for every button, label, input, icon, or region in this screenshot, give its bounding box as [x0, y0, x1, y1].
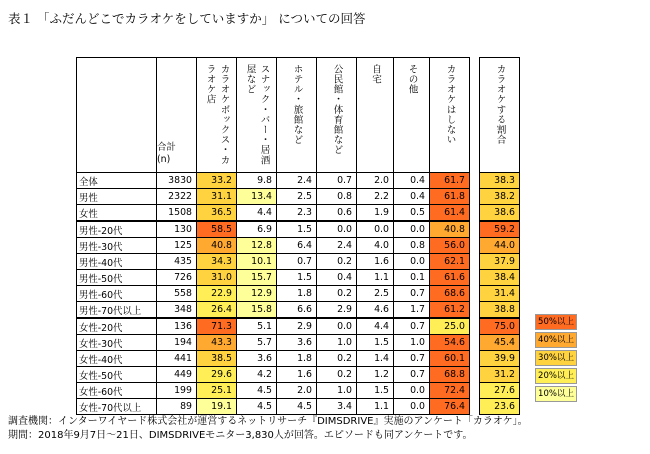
table-body [77, 173, 520, 415]
row-label: 男性-40代 [77, 254, 157, 270]
col-header [237, 58, 277, 173]
value-cell: 4.0 [357, 238, 394, 254]
row-label: 男性-60代 [77, 286, 157, 302]
table-row [77, 173, 520, 189]
value-cell: 4.4 [237, 205, 277, 222]
column-gap [470, 254, 480, 270]
value-cell: 0.0 [394, 221, 430, 238]
value-cell: 2.0 [357, 173, 394, 189]
value-cell: 33.2 [197, 173, 237, 189]
value-cell: 4.5 [237, 399, 277, 415]
value-cell: 1.5 [277, 270, 317, 286]
value-cell: 1.5 [357, 335, 394, 351]
value-cell: 31.0 [197, 270, 237, 286]
value-cell: 4.5 [277, 399, 317, 415]
col-header-label: 公民館・体育館など [331, 64, 343, 155]
value-cell: 3.6 [237, 351, 277, 367]
value-cell: 0.0 [317, 318, 357, 335]
table-row [77, 335, 520, 351]
row-label: 女性-70代以上 [77, 399, 157, 415]
value-cell: 1.8 [277, 286, 317, 302]
ratio-cell: 38.2 [480, 189, 520, 205]
value-cell: 13.4 [237, 189, 277, 205]
row-label: 男性-30代 [77, 238, 157, 254]
ratio-cell: 31.2 [480, 367, 520, 383]
count-cell: 89 [157, 399, 197, 415]
value-cell: 10.1 [237, 254, 277, 270]
ratio-cell: 44.0 [480, 238, 520, 254]
value-cell: 26.4 [197, 302, 237, 319]
value-cell: 72.4 [430, 383, 470, 399]
column-gap [470, 399, 480, 415]
ratio-cell: 75.0 [480, 318, 520, 335]
corner-cell [77, 58, 157, 173]
value-cell: 5.7 [237, 335, 277, 351]
column-gap [470, 221, 480, 238]
value-cell: 1.6 [357, 254, 394, 270]
ratio-cell: 59.2 [480, 221, 520, 238]
value-cell: 5.1 [237, 318, 277, 335]
table-row [77, 189, 520, 205]
value-cell: 2.9 [277, 318, 317, 335]
value-cell: 0.0 [394, 254, 430, 270]
value-cell: 1.7 [394, 302, 430, 319]
value-cell: 12.8 [237, 238, 277, 254]
value-cell: 68.6 [430, 286, 470, 302]
value-cell: 0.7 [317, 173, 357, 189]
value-cell: 4.4 [357, 318, 394, 335]
table-row [77, 205, 520, 222]
ratio-cell: 31.4 [480, 286, 520, 302]
count-cell: 558 [157, 286, 197, 302]
value-cell: 2.4 [317, 238, 357, 254]
table-title: 表１ 「ふだんどこでカラオケをしていますか」 についての回答 [8, 11, 366, 26]
count-cell: 130 [157, 221, 197, 238]
value-cell: 0.5 [394, 205, 430, 222]
color-legend [535, 314, 577, 404]
value-cell: 34.3 [197, 254, 237, 270]
value-cell: 22.9 [197, 286, 237, 302]
results-table [76, 57, 520, 415]
col-header-label: カラオケはしない [444, 64, 456, 145]
value-cell: 61.6 [430, 270, 470, 286]
value-cell: 0.7 [277, 254, 317, 270]
value-cell: 4.5 [237, 383, 277, 399]
ratio-cell: 38.8 [480, 302, 520, 319]
value-cell: 36.5 [197, 205, 237, 222]
value-cell: 38.5 [197, 351, 237, 367]
value-cell: 2.3 [277, 205, 317, 222]
col-header-label: その他 [406, 64, 418, 95]
value-cell: 1.0 [317, 383, 357, 399]
column-gap [470, 367, 480, 383]
col-header [357, 58, 394, 173]
value-cell: 62.1 [430, 254, 470, 270]
value-cell: 25.1 [197, 383, 237, 399]
value-cell: 2.4 [277, 173, 317, 189]
value-cell: 0.8 [317, 189, 357, 205]
value-cell: 68.8 [430, 367, 470, 383]
ratio-cell: 38.4 [480, 270, 520, 286]
ratio-header-label: カラオケする割合 [494, 64, 506, 145]
value-cell: 61.4 [430, 205, 470, 222]
col-header [430, 58, 470, 173]
value-cell: 0.7 [394, 286, 430, 302]
column-gap [470, 205, 480, 222]
value-cell: 0.2 [317, 351, 357, 367]
table-row [77, 302, 520, 319]
value-cell: 12.9 [237, 286, 277, 302]
column-gap [470, 302, 480, 319]
ratio-header [480, 58, 520, 173]
legend-item: 50%以上 [535, 314, 577, 330]
header-row [77, 58, 520, 173]
value-cell: 1.9 [357, 205, 394, 222]
row-label: 女性-30代 [77, 335, 157, 351]
value-cell: 6.4 [277, 238, 317, 254]
value-cell: 19.1 [197, 399, 237, 415]
column-gap [470, 383, 480, 399]
value-cell: 0.2 [317, 254, 357, 270]
table-row [77, 254, 520, 270]
value-cell: 1.0 [394, 335, 430, 351]
col-header-label: 自宅 [370, 64, 381, 85]
table-row [77, 383, 520, 399]
value-cell: 2.0 [277, 383, 317, 399]
value-cell: 3.4 [317, 399, 357, 415]
col-header [394, 58, 430, 173]
value-cell: 2.2 [357, 189, 394, 205]
value-cell: 0.4 [394, 173, 430, 189]
col-header [197, 58, 237, 173]
table-row [77, 351, 520, 367]
value-cell: 0.2 [317, 286, 357, 302]
row-label: 全体 [77, 173, 157, 189]
ratio-cell: 23.6 [480, 399, 520, 415]
legend-item: 40%以上 [535, 332, 577, 348]
total-header [157, 58, 197, 173]
ratio-cell: 38.3 [480, 173, 520, 189]
value-cell: 1.5 [357, 383, 394, 399]
column-gap [470, 335, 480, 351]
value-cell: 0.0 [394, 399, 430, 415]
value-cell: 4.2 [237, 367, 277, 383]
table-row [77, 318, 520, 335]
value-cell: 29.6 [197, 367, 237, 383]
value-cell: 0.7 [394, 367, 430, 383]
row-label: 男性 [77, 189, 157, 205]
value-cell: 0.4 [394, 189, 430, 205]
value-cell: 1.0 [317, 335, 357, 351]
row-label: 女性-50代 [77, 367, 157, 383]
footer-period: 期間：2018年9月7日～21日、DIMSDRIVEモニター3,830人が回答。エピソードも同アンケートです。 [8, 430, 473, 441]
value-cell: 0.6 [317, 205, 357, 222]
value-cell: 76.4 [430, 399, 470, 415]
value-cell: 0.0 [317, 221, 357, 238]
value-cell: 0.2 [317, 367, 357, 383]
value-cell: 1.4 [357, 351, 394, 367]
value-cell: 40.8 [430, 221, 470, 238]
column-gap [470, 351, 480, 367]
row-label: 女性-60代 [77, 383, 157, 399]
row-label: 女性 [77, 205, 157, 222]
value-cell: 15.7 [237, 270, 277, 286]
column-gap [470, 189, 480, 205]
footer-notes [8, 415, 528, 443]
value-cell: 43.3 [197, 335, 237, 351]
value-cell: 6.6 [277, 302, 317, 319]
value-cell: 4.6 [357, 302, 394, 319]
value-cell: 3.6 [277, 335, 317, 351]
count-cell: 726 [157, 270, 197, 286]
value-cell: 1.1 [357, 270, 394, 286]
column-gap [470, 58, 480, 173]
count-cell: 348 [157, 302, 197, 319]
count-cell: 136 [157, 318, 197, 335]
value-cell: 1.2 [357, 367, 394, 383]
legend-item: 10%以上 [535, 386, 577, 402]
count-cell: 1508 [157, 205, 197, 222]
table-row [77, 221, 520, 238]
column-gap [470, 286, 480, 302]
col-header-label: スナック・バー・居酒屋など [244, 64, 270, 165]
value-cell: 0.0 [357, 221, 394, 238]
value-cell: 56.0 [430, 238, 470, 254]
row-label: 女性-20代 [77, 318, 157, 335]
value-cell: 1.8 [277, 351, 317, 367]
value-cell: 61.2 [430, 302, 470, 319]
value-cell: 0.8 [394, 238, 430, 254]
legend-item: 30%以上 [535, 350, 577, 366]
ratio-cell: 38.6 [480, 205, 520, 222]
count-cell: 3830 [157, 173, 197, 189]
row-label: 男性-70代以上 [77, 302, 157, 319]
value-cell: 0.4 [317, 270, 357, 286]
col-header [277, 58, 317, 173]
value-cell: 1.1 [357, 399, 394, 415]
table-row [77, 399, 520, 415]
value-cell: 0.7 [394, 351, 430, 367]
value-cell: 71.3 [197, 318, 237, 335]
row-label: 男性-20代 [77, 221, 157, 238]
value-cell: 0.1 [394, 270, 430, 286]
col-header-label: カラオケボックス・カラオケ店 [204, 64, 230, 165]
footer-source: 調査機関：インターワイヤード株式会社が運営するネットリサーチ『DIMSDRIVE』実施のアンケート「カラオケ」。 [8, 416, 528, 427]
value-cell: 58.5 [197, 221, 237, 238]
count-cell: 199 [157, 383, 197, 399]
count-cell: 125 [157, 238, 197, 254]
value-cell: 61.8 [430, 189, 470, 205]
value-cell: 6.9 [237, 221, 277, 238]
count-cell: 2322 [157, 189, 197, 205]
total-header-unit: (n) [157, 154, 171, 165]
count-cell: 441 [157, 351, 197, 367]
table-row [77, 270, 520, 286]
row-label: 男性-50代 [77, 270, 157, 286]
value-cell: 15.8 [237, 302, 277, 319]
ratio-cell: 45.4 [480, 335, 520, 351]
ratio-cell: 39.9 [480, 351, 520, 367]
value-cell: 1.6 [277, 367, 317, 383]
table-row [77, 286, 520, 302]
value-cell: 40.8 [197, 238, 237, 254]
column-gap [470, 270, 480, 286]
ratio-cell: 37.9 [480, 254, 520, 270]
col-header [317, 58, 357, 173]
col-header-label: ホテル・旅館など [291, 64, 303, 145]
table-row [77, 238, 520, 254]
count-cell: 435 [157, 254, 197, 270]
value-cell: 0.7 [394, 318, 430, 335]
count-cell: 194 [157, 335, 197, 351]
row-label: 女性-40代 [77, 351, 157, 367]
value-cell: 60.1 [430, 351, 470, 367]
ratio-cell: 27.6 [480, 383, 520, 399]
value-cell: 1.5 [277, 221, 317, 238]
count-cell: 449 [157, 367, 197, 383]
value-cell: 0.0 [394, 383, 430, 399]
value-cell: 2.5 [277, 189, 317, 205]
column-gap [470, 173, 480, 189]
value-cell: 54.6 [430, 335, 470, 351]
value-cell: 25.0 [430, 318, 470, 335]
value-cell: 2.9 [317, 302, 357, 319]
column-gap [470, 238, 480, 254]
legend-item: 20%以上 [535, 368, 577, 384]
value-cell: 9.8 [237, 173, 277, 189]
value-cell: 2.5 [357, 286, 394, 302]
column-gap [470, 318, 480, 335]
value-cell: 31.1 [197, 189, 237, 205]
value-cell: 61.7 [430, 173, 470, 189]
total-header-label: 合計 [157, 142, 176, 153]
table-row [77, 367, 520, 383]
